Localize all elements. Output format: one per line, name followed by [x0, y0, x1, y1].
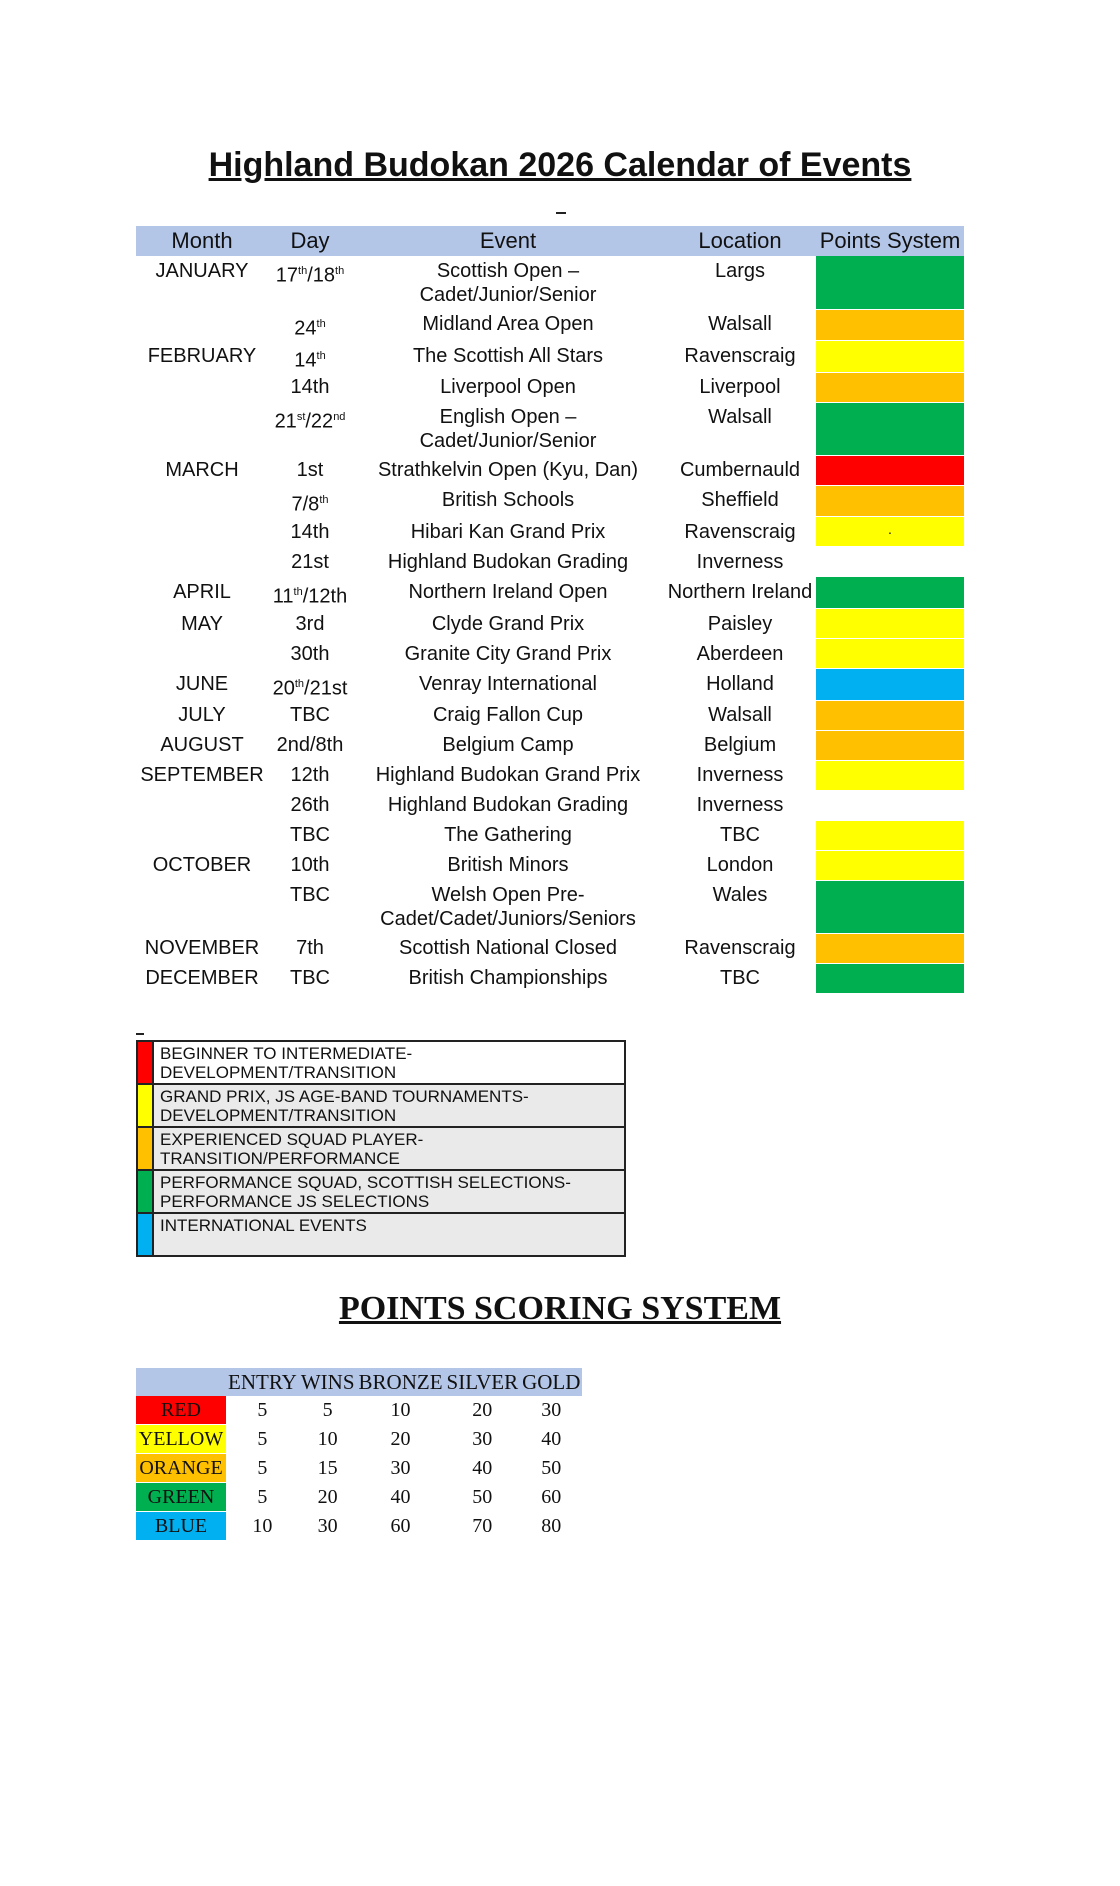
calendar-row: [136, 455, 964, 485]
day-cell: 30th: [290, 642, 330, 665]
day-cell: 21st/22nd: [274, 410, 346, 433]
event-cell: Liverpool Open: [440, 376, 576, 399]
event-cell: Midland Area Open: [422, 313, 594, 335]
location-cell: Walsall: [708, 313, 772, 335]
scoring-row: [136, 1396, 582, 1425]
month-cell: [136, 309, 268, 341]
event-cell: Craig Fallon Cup: [432, 704, 584, 727]
legend-row: [137, 1170, 625, 1213]
scoring-value: 20: [390, 1427, 411, 1450]
header-points-system: Points System: [816, 226, 964, 256]
event-cell: Scottish Open – Cadet/Junior/Senior: [419, 260, 597, 306]
calendar-row: [136, 820, 964, 850]
scoring-value: 50: [541, 1456, 562, 1479]
event-cell: The Scottish All Stars: [412, 344, 604, 367]
scoring-color-label: BLUE: [136, 1512, 226, 1541]
header-day: Day: [268, 226, 352, 256]
calendar-body: [136, 256, 964, 993]
month-cell: MARCH: [165, 459, 239, 482]
legend-row: [137, 1127, 625, 1170]
legend-description: INTERNATIONAL EVENTS: [153, 1213, 625, 1256]
points-color-cell: [816, 700, 964, 730]
location-cell: Walsall: [708, 406, 772, 429]
month-cell: [136, 880, 268, 933]
divider-mark: [136, 1033, 144, 1035]
points-color-cell: [816, 669, 964, 701]
legend-color-swatch: [137, 1170, 153, 1213]
points-color-cell: [816, 963, 964, 993]
event-cell: Highland Budokan Grading: [387, 550, 629, 573]
location-cell: Sheffield: [701, 489, 779, 512]
legend-color-swatch: [137, 1213, 153, 1256]
location-cell: Aberdeen: [696, 642, 784, 665]
calendar-row: [136, 669, 964, 701]
scoring-value: 20: [317, 1485, 338, 1508]
points-color-cell: [816, 609, 964, 639]
points-color-cell: [816, 256, 964, 309]
event-cell: British Schools: [441, 489, 575, 512]
points-color-cell: [816, 577, 964, 609]
month-cell: JULY: [178, 704, 226, 727]
points-color-cell: [816, 760, 964, 790]
month-cell: OCTOBER: [152, 854, 252, 877]
month-cell: [136, 639, 268, 669]
day-cell: 12th: [290, 764, 330, 787]
calendar-row: [136, 790, 964, 820]
scoring-color-label: YELLOW: [136, 1425, 226, 1454]
event-cell: Scottish National Closed: [399, 937, 617, 960]
scoring-value: 10: [252, 1514, 273, 1537]
legend-row: [137, 1213, 625, 1256]
points-color-cell: [816, 790, 964, 820]
scoring-value: 30: [541, 1398, 562, 1421]
points-color-cell: .: [816, 517, 964, 547]
day-cell: 7/8th: [291, 493, 329, 516]
scoring-row: [136, 1483, 582, 1512]
month-cell: NOVEMBER: [144, 937, 260, 960]
month-cell: JANUARY: [155, 260, 249, 282]
scoring-header-cell: [136, 1368, 226, 1396]
day-cell: 26th: [290, 794, 330, 817]
header-location: Location: [664, 226, 816, 256]
location-cell: Inverness: [696, 550, 784, 573]
month-cell: [136, 790, 268, 820]
event-cell: Venray International: [419, 672, 597, 695]
scoring-color-label: RED: [136, 1396, 226, 1425]
calendar-row: [136, 256, 964, 309]
location-cell: Inverness: [696, 794, 784, 817]
event-cell: The Gathering: [444, 824, 572, 847]
location-cell: Northern Ireland: [667, 580, 813, 603]
day-cell: 10th: [290, 854, 330, 877]
location-cell: TBC: [720, 967, 760, 990]
day-cell: 14th: [290, 520, 330, 543]
scoring-value: 40: [390, 1485, 411, 1508]
calendar-row: [136, 517, 964, 547]
scoring-value: 5: [257, 1398, 268, 1421]
header-month: Month: [136, 226, 268, 256]
points-color-cell: [816, 402, 964, 455]
points-color-cell: [816, 547, 964, 577]
points-scoring-table: [136, 1368, 582, 1541]
legend-color-swatch: [137, 1084, 153, 1127]
scoring-value: 30: [390, 1456, 411, 1479]
scoring-header-cell: BRONZE: [357, 1368, 445, 1396]
scoring-row: [136, 1454, 582, 1483]
event-cell: Hibari Kan Grand Prix: [410, 520, 606, 543]
day-cell: 17th/18th: [275, 264, 345, 287]
month-cell: APRIL: [173, 580, 231, 603]
location-cell: Walsall: [708, 704, 772, 727]
event-cell: Northern Ireland Open: [408, 580, 608, 603]
month-cell: [136, 517, 268, 547]
scoring-header-cell: WINS: [299, 1368, 357, 1396]
calendar-row: [136, 933, 964, 963]
day-cell: 2nd/8th: [276, 734, 344, 757]
scoring-header-cell: GOLD: [520, 1368, 582, 1396]
scoring-value: 30: [317, 1514, 338, 1537]
points-color-cell: [816, 455, 964, 485]
location-cell: Ravenscraig: [684, 937, 796, 960]
event-cell: British Championships: [408, 967, 608, 990]
page-title: Highland Budokan 2026 Calendar of Events: [208, 146, 912, 184]
day-cell: 24th: [294, 317, 326, 340]
event-cell: Highland Budokan Grading: [387, 794, 629, 817]
day-cell: 20th/21st: [272, 677, 348, 700]
scoring-value: 40: [472, 1456, 493, 1479]
location-cell: Paisley: [707, 612, 773, 635]
points-color-cell: [816, 485, 964, 517]
day-cell: 7th: [296, 937, 324, 960]
calendar-row: [136, 639, 964, 669]
points-color-cell: [816, 639, 964, 669]
legend-color-swatch: [137, 1041, 153, 1084]
scoring-value: 5: [257, 1456, 268, 1479]
scoring-value: 40: [541, 1427, 562, 1450]
month-cell: AUGUST: [160, 734, 244, 757]
points-color-cell: [816, 341, 964, 373]
points-section-title: POINTS SCORING SYSTEM: [338, 1290, 782, 1327]
scoring-header-cell: SILVER: [445, 1368, 521, 1396]
day-cell: TBC: [290, 704, 330, 727]
month-cell: SEPTEMBER: [140, 764, 264, 787]
day-cell: TBC: [290, 884, 330, 907]
events-calendar-table: [136, 226, 964, 994]
calendar-row: [136, 547, 964, 577]
month-cell: FEBRUARY: [147, 344, 257, 367]
event-cell: Welsh Open Pre- Cadet/Cadet/Juniors/Seniors: [380, 884, 636, 931]
legend-description: BEGINNER TO INTERMEDIATE- DEVELOPMENT/TRANSITION: [153, 1041, 625, 1084]
event-cell: Highland Budokan Grand Prix: [375, 764, 641, 787]
points-color-cell: [816, 730, 964, 760]
location-cell: Wales: [712, 884, 768, 907]
legend-description: PERFORMANCE SQUAD, SCOTTISH SELECTIONS- PERFORMANCE JS SELECTIONS: [153, 1170, 625, 1213]
scoring-value: 20: [472, 1398, 493, 1421]
scoring-value: 15: [317, 1456, 338, 1479]
points-legend: [136, 1040, 626, 1257]
location-cell: TBC: [720, 824, 760, 847]
scoring-value: 80: [541, 1514, 562, 1537]
month-cell: [136, 402, 268, 455]
legend-description: GRAND PRIX, JS AGE-BAND TOURNAMENTS- DEVELOPMENT/TRANSITION: [153, 1084, 625, 1127]
location-cell: Inverness: [696, 764, 784, 787]
location-cell: Belgium: [703, 734, 777, 757]
scoring-value: 5: [257, 1427, 268, 1450]
scoring-value: 30: [472, 1427, 493, 1450]
location-cell: Cumbernauld: [679, 459, 801, 482]
day-cell: 21st: [291, 550, 329, 573]
legend-row: [137, 1041, 625, 1084]
calendar-row: [136, 402, 964, 455]
scoring-header-row: [136, 1368, 582, 1396]
scoring-value: 10: [390, 1398, 411, 1421]
calendar-row: [136, 372, 964, 402]
day-cell: 1st: [296, 459, 324, 482]
calendar-row: [136, 609, 964, 639]
scoring-value: 60: [541, 1485, 562, 1508]
scoring-value: 70: [472, 1514, 493, 1537]
day-cell: 11th/12th: [272, 585, 348, 608]
location-cell: Largs: [714, 260, 766, 282]
scoring-color-label: GREEN: [136, 1483, 226, 1512]
day-cell: 14th: [290, 376, 330, 399]
event-cell: British Minors: [447, 854, 569, 877]
legend-row: [137, 1084, 625, 1127]
scoring-value: 60: [390, 1514, 411, 1537]
calendar-row: [136, 850, 964, 880]
month-cell: DECEMBER: [145, 967, 259, 990]
divider-mark: [556, 212, 566, 214]
location-cell: Ravenscraig: [684, 344, 796, 367]
event-cell: Clyde Grand Prix: [431, 612, 585, 635]
calendar-row: [136, 309, 964, 341]
event-cell: English Open – Cadet/Junior/Senior: [419, 406, 597, 453]
month-cell: MAY: [181, 612, 223, 635]
calendar-row: [136, 485, 964, 517]
calendar-row: [136, 700, 964, 730]
day-cell: TBC: [290, 824, 330, 847]
calendar-row: [136, 963, 964, 993]
calendar-row: [136, 760, 964, 790]
location-cell: Liverpool: [699, 376, 781, 399]
legend-color-swatch: [137, 1127, 153, 1170]
location-cell: Holland: [706, 672, 774, 695]
location-cell: Ravenscraig: [684, 520, 796, 543]
points-color-cell: [816, 372, 964, 402]
location-cell: London: [706, 854, 774, 877]
event-cell: Strathkelvin Open (Kyu, Dan): [377, 459, 639, 482]
month-cell: [136, 485, 268, 517]
scoring-row: [136, 1425, 582, 1454]
calendar-row: [136, 341, 964, 373]
month-cell: [136, 547, 268, 577]
scoring-header-cell: ENTRY: [226, 1368, 299, 1396]
scoring-color-label: ORANGE: [136, 1454, 226, 1483]
month-cell: [136, 820, 268, 850]
day-cell: 14th: [294, 349, 326, 372]
scoring-value: 10: [317, 1427, 338, 1450]
points-color-cell: [816, 880, 964, 933]
scoring-value: 5: [322, 1398, 333, 1421]
calendar-row: [136, 730, 964, 760]
scoring-row: [136, 1512, 582, 1541]
event-cell: Granite City Grand Prix: [404, 642, 612, 665]
header-event: Event: [352, 226, 664, 256]
points-color-cell: [816, 850, 964, 880]
calendar-header-row: [136, 226, 964, 256]
month-cell: [136, 372, 268, 402]
scoring-value: 5: [257, 1485, 268, 1508]
scoring-value: 50: [472, 1485, 493, 1508]
calendar-row: [136, 577, 964, 609]
event-cell: Belgium Camp: [442, 734, 574, 757]
points-color-cell: [816, 820, 964, 850]
points-color-cell: [816, 309, 964, 341]
month-cell: JUNE: [175, 672, 229, 695]
day-cell: TBC: [290, 967, 330, 990]
calendar-row: [136, 880, 964, 933]
legend-description: EXPERIENCED SQUAD PLAYER- TRANSITION/PERFORMANCE: [153, 1127, 625, 1170]
points-color-cell: [816, 933, 964, 963]
day-cell: 3rd: [295, 612, 325, 635]
